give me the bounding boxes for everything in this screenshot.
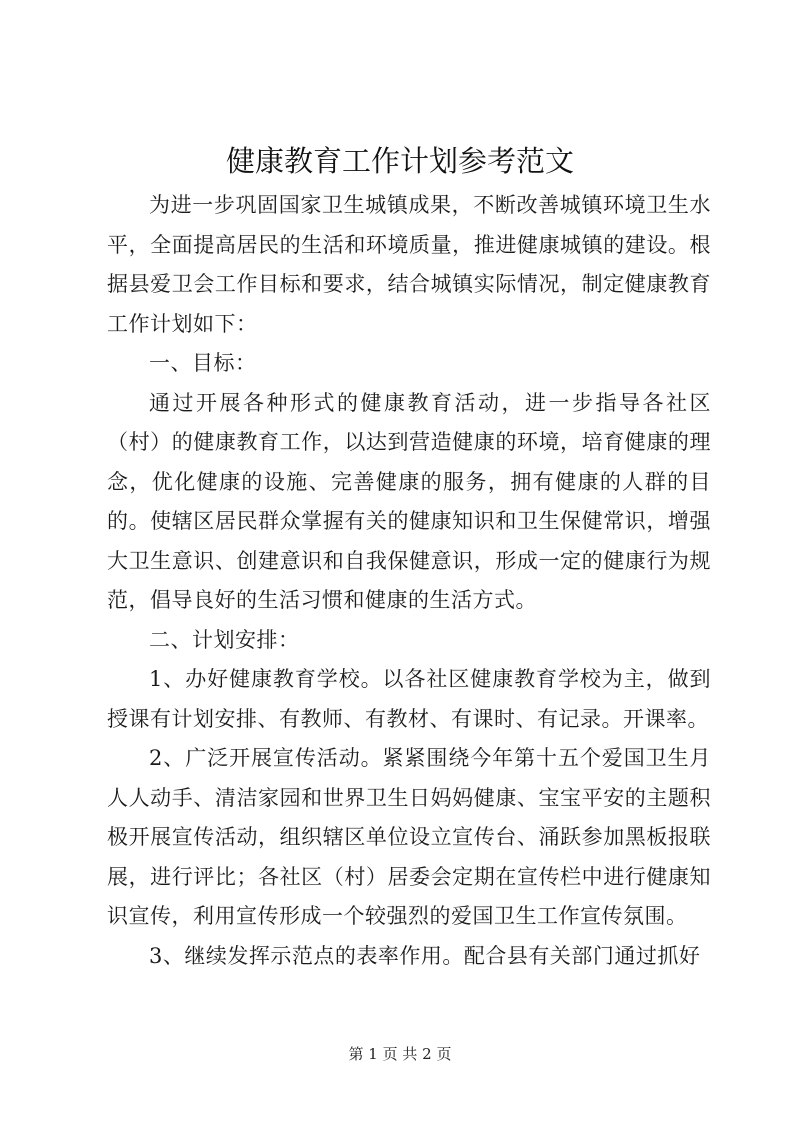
plan-item-1: 1、办好健康教育学校。以各社区健康教育学校为主，做到授课有计划安排、有教师、有教材、有课时、有记录。开课率。	[107, 667, 711, 731]
section-heading-goals: 一、目标：	[149, 351, 257, 375]
plan-item-2: 2、广泛开展宣传活动。紧紧围绕今年第十五个爱国卫生月人人动手、清洁家园和世界卫生日妈妈健康、宝宝平安的主题积极开展宣传活动，组织辖区单位设立宣传台、涌跃参加黑板报联展，进行评比；各社区（村）居委会定期在宣传栏中进行健康知识宣传，利用宣传形成一个较强烈的爱国卫生工作宣传氛围。	[107, 746, 711, 928]
plan-item-3: 3、继续发挥示范点的表率作用。配合县有关部门通过抓好	[149, 943, 701, 968]
section-heading-plan: 二、计划安排：	[149, 627, 300, 652]
intro-paragraph: 为进一步巩固国家卫生城镇成果，不断改善城镇环境卫生水平，全面提高居民的生活和环境质量，推进健康城镇的建设。根据县爱卫会工作目标和要求，结合城镇实际情况，制定健康教育工作计划如下：	[107, 193, 711, 336]
page-title: 健康教育工作计划参考范文	[225, 144, 574, 178]
page-footer: 第 1 页 共 2 页	[348, 1045, 452, 1063]
document-body	[107, 186, 711, 976]
goals-paragraph: 通过开展各种形式的健康教育活动，进一步指导各社区（村）的健康教育工作，以达到营造健康的环境，培育健康的理念，优化健康的设施、完善健康的服务，拥有健康的人群的目的。使辖区居民群众掌握有关的健康知识和卫生保健常识，增强大卫生意识、创建意识和自我保健意识，形成一定的健康行为规范，倡导良好的生活习惯和健康的生活方式。	[107, 390, 711, 612]
